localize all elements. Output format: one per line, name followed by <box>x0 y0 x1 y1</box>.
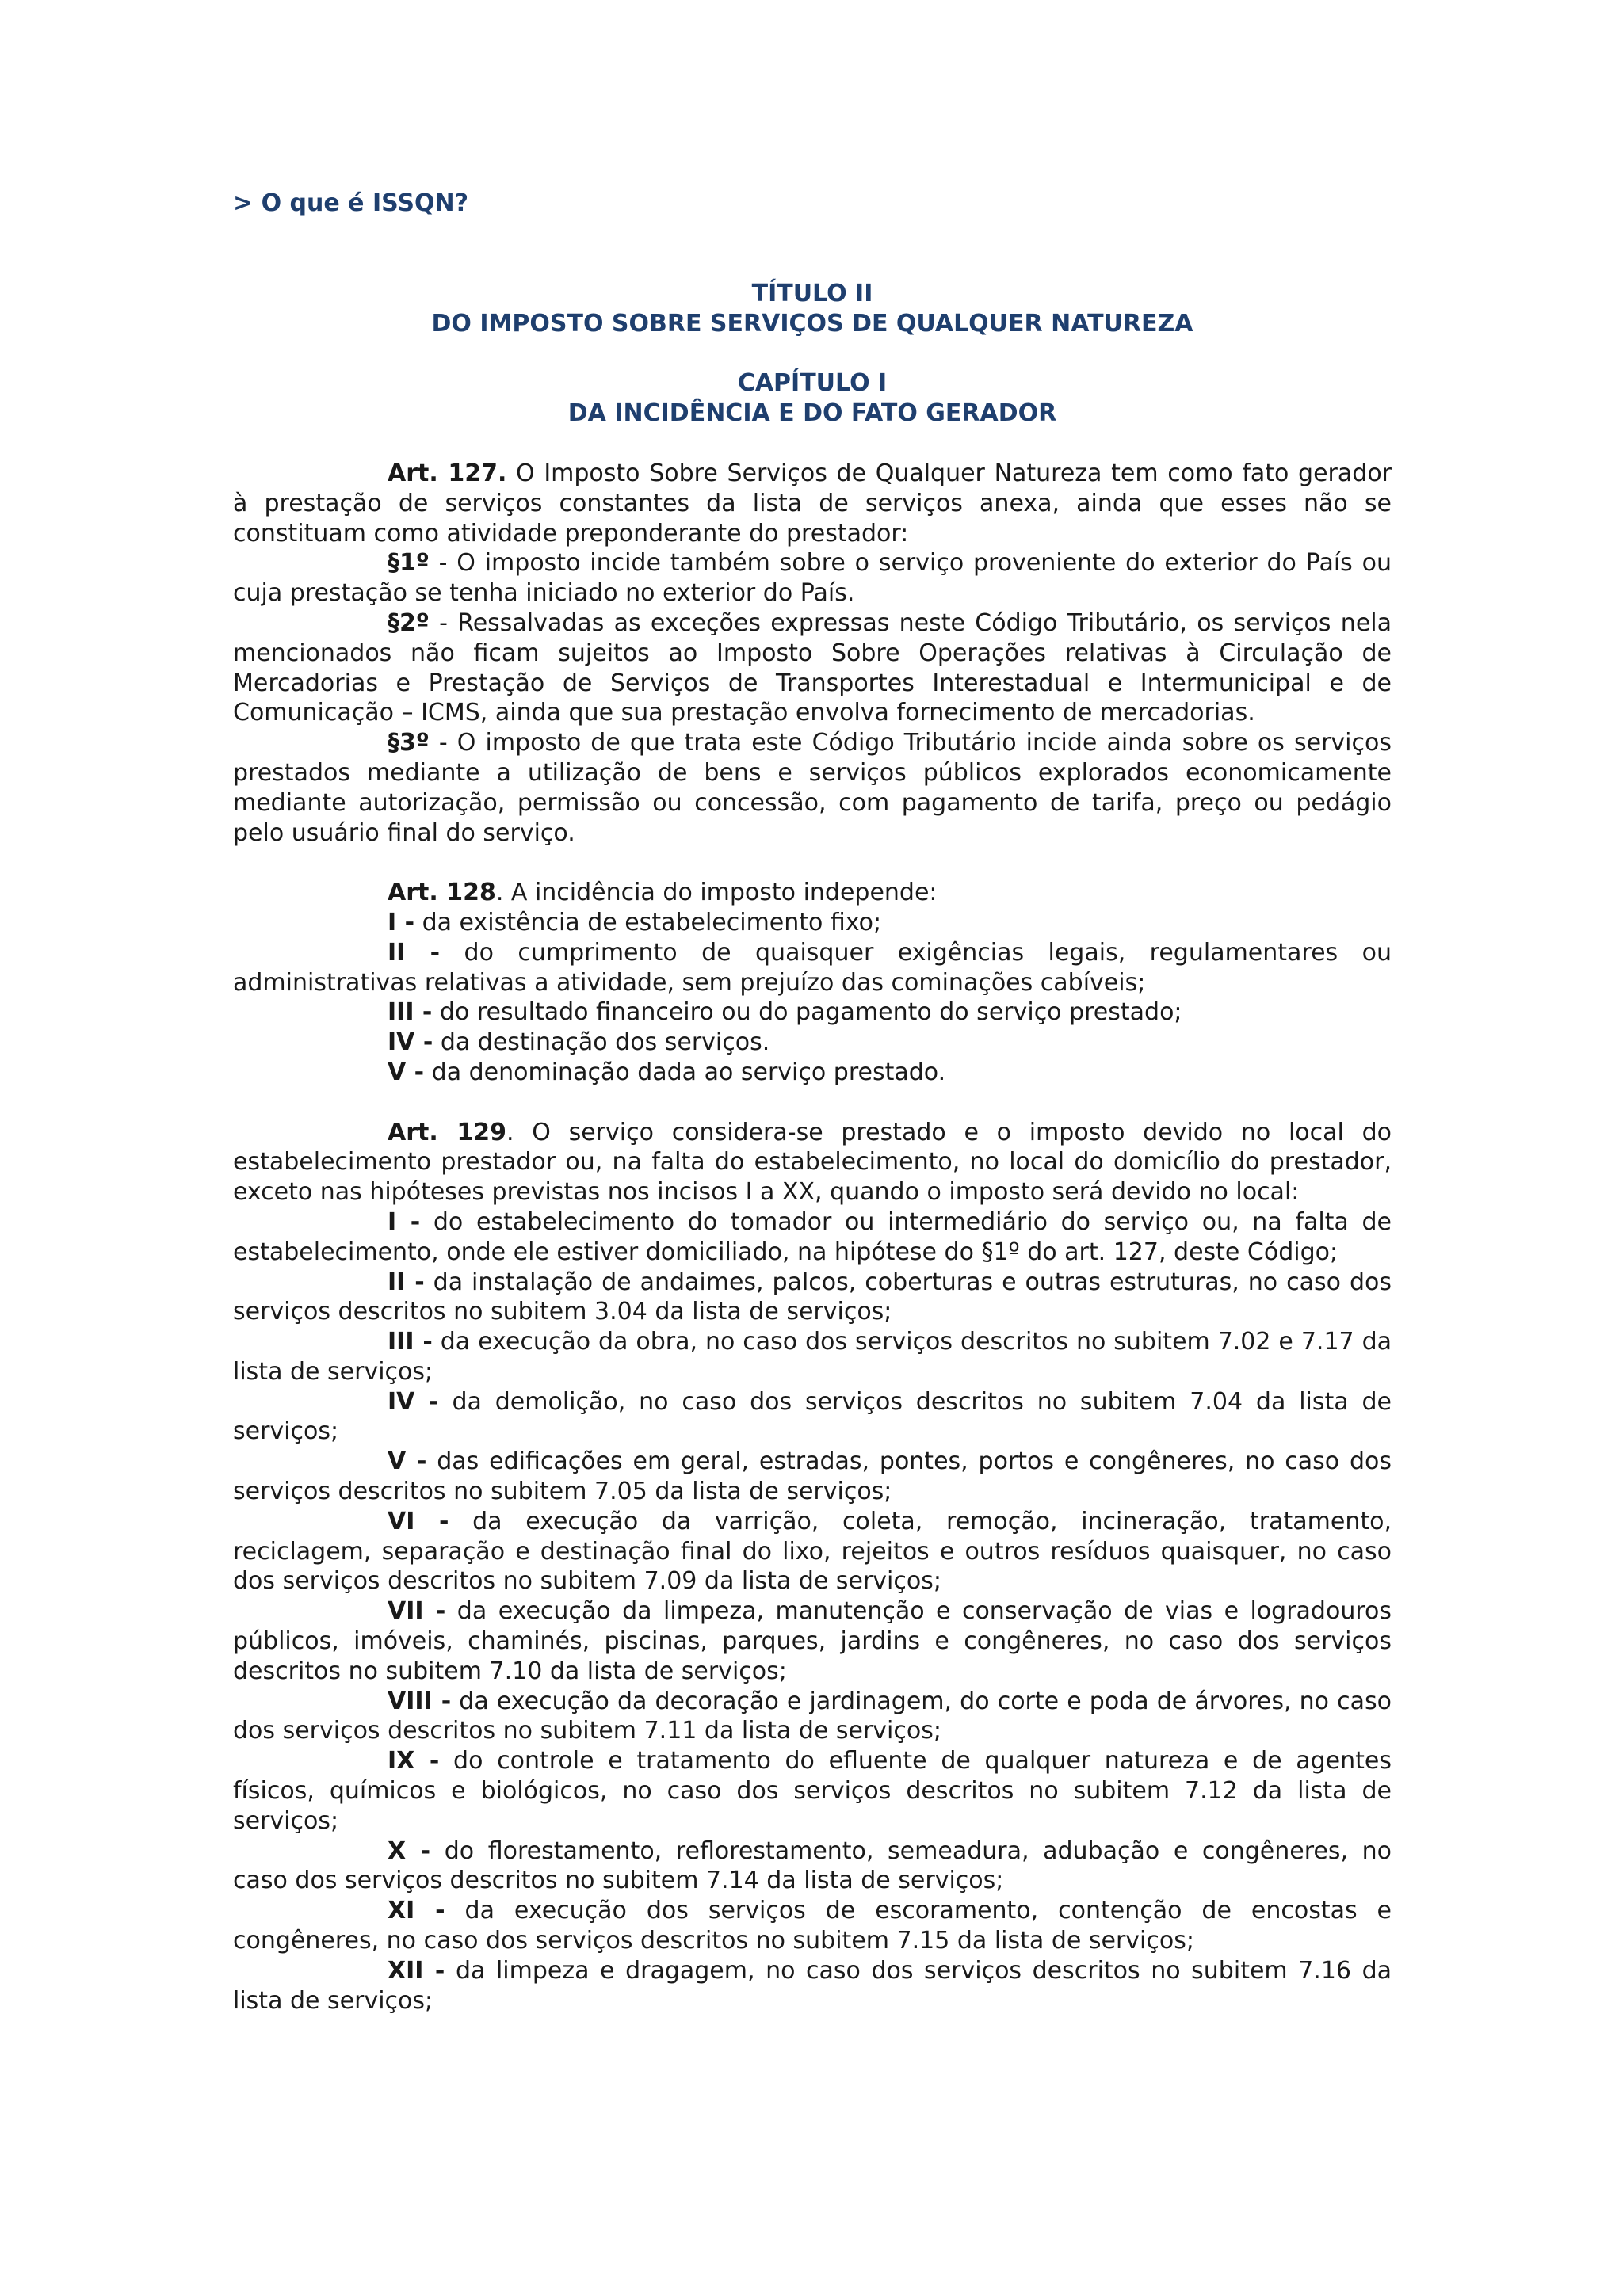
issqn-link[interactable]: > O que é ISSQN? <box>233 189 468 217</box>
inciso-label: V - <box>388 1447 427 1476</box>
inciso-label: VIII - <box>388 1687 452 1715</box>
inciso-label: VII - <box>388 1597 446 1626</box>
art128-inciso-4 <box>233 1028 1392 1058</box>
art127-text: O Imposto Sobre Serviços de Qualquer Natureza tem como fato gerador à prestação de serviços constantes da lista de serviços anexa, ainda que esses não se constituam como atividade preponderante do prestador: <box>233 459 1392 547</box>
art129-inciso-7 <box>233 1596 1392 1686</box>
inciso-text: da instalação de andaimes, palcos, coberturas e outras estruturas, no caso dos serviços descritos no subitem 3.04 da lista de serviços; <box>233 1268 1392 1326</box>
inciso-text: da execução dos serviços de escoramento, contenção de encostas e congêneres, no caso dos serviços descritos no subitem 7.15 da lista de serviços; <box>233 1897 1392 1955</box>
inciso-label: III - <box>388 998 433 1027</box>
art128-inciso-5 <box>233 1058 1392 1088</box>
inciso-text: do florestamento, reflorestamento, semeadura, adubação e congêneres, no caso dos serviços descritos no subitem 7.14 da lista de serviços; <box>233 1836 1392 1895</box>
art128-inciso-1 <box>233 908 1392 938</box>
art128-text: . A incidência do imposto independe: <box>495 879 938 907</box>
inciso-text: do resultado financeiro ou do pagamento do serviço prestado; <box>432 998 1182 1027</box>
inciso-text: do controle e tratamento do efluente de qualquer natureza e de agentes físicos, químicos e biológicos, no caso dos serviços descritos no subitem 7.12 da lista de serviços; <box>233 1747 1392 1835</box>
paragraph-text: - O imposto incide também sobre o serviço proveniente do exterior do País ou cuja prestação se tenha iniciado no exterior do País. <box>233 549 1392 608</box>
art129-inciso-2 <box>233 1268 1392 1328</box>
capitulo-line1: CAPÍTULO I <box>737 369 888 398</box>
art129-inciso-6 <box>233 1507 1392 1596</box>
art129-inciso-12 <box>233 1956 1392 2016</box>
inciso-text: das edificações em geral, estradas, pontes, portos e congêneres, no caso dos serviços descritos no subitem 7.05 da lista de serviços; <box>233 1447 1392 1506</box>
paragraph-label: §1º <box>388 549 430 578</box>
titulo-line1: TÍTULO II <box>751 279 873 307</box>
art128-inciso-3 <box>233 997 1392 1028</box>
art129-inciso-10 <box>233 1836 1392 1897</box>
art129-inciso-11 <box>233 1896 1392 1956</box>
inciso-label: II - <box>388 1268 425 1296</box>
spacer <box>233 1088 1392 1118</box>
inciso-label: I - <box>388 908 415 936</box>
article-128 <box>233 878 1392 1088</box>
inciso-label: V - <box>388 1058 425 1086</box>
inciso-text: do estabelecimento do tomador ou intermediário do serviço ou, na falta de estabelecimento, onde ele estiver domiciliado, na hipótese do §1º do art. 127, deste Código; <box>233 1207 1392 1266</box>
paragraph-label: §2º <box>388 608 430 637</box>
inciso-label: IV - <box>388 1028 433 1057</box>
inciso-text: da destinação dos serviços. <box>433 1028 770 1057</box>
capitulo-heading <box>233 368 1392 429</box>
art127-paragraph-2 <box>233 608 1392 728</box>
inciso-label: IV - <box>388 1387 439 1416</box>
art129-text: . O serviço considera-se prestado e o imposto devido no local do estabelecimento prestador ou, na falta do estabelecimento, no local do domicílio do prestador, exceto nas hipóteses previstas nos incisos I a XX, quando o imposto será devido no local: <box>233 1118 1392 1207</box>
art128-label: Art. 128 <box>388 879 496 907</box>
titulo-line2: DO IMPOSTO SOBRE SERVIÇOS DE QUALQUER NATUREZA <box>431 309 1193 338</box>
art129-caput <box>233 1118 1392 1207</box>
art129-inciso-1 <box>233 1207 1392 1268</box>
document-page <box>233 189 1392 2016</box>
art128-caput <box>233 878 1392 908</box>
inciso-label: XII - <box>388 1956 445 1985</box>
inciso-label: VI - <box>388 1507 449 1535</box>
inciso-text: da existência de estabelecimento fixo; <box>414 908 882 936</box>
spacer <box>233 848 1392 878</box>
titulo-heading <box>233 279 1392 339</box>
capitulo-line2: DA INCIDÊNCIA E DO FATO GERADOR <box>567 399 1057 428</box>
inciso-label: XI - <box>388 1897 445 1925</box>
paragraph-label: §3º <box>388 729 430 757</box>
art127-label: Art. 127. <box>388 459 507 487</box>
art127-caput <box>233 459 1392 548</box>
inciso-text: da execução da decoração e jardinagem, do corte e poda de árvores, no caso dos serviços descritos no subitem 7.11 da lista de serviços; <box>233 1687 1392 1745</box>
art127-paragraph-3 <box>233 728 1392 848</box>
inciso-text: da demolição, no caso dos serviços descritos no subitem 7.04 da lista de serviços; <box>233 1387 1392 1446</box>
art129-inciso-9 <box>233 1746 1392 1836</box>
inciso-label: II - <box>388 938 441 967</box>
article-127 <box>233 459 1392 848</box>
art129-label: Art. 129 <box>388 1118 507 1146</box>
inciso-text: da execução da varrição, coleta, remoção, incineração, tratamento, reciclagem, separação e destinação final do lixo, rejeitos e outros resíduos quaisquer, no caso dos serviços descritos no subitem 7.09 da lista de serviços; <box>233 1507 1392 1596</box>
art129-inciso-5 <box>233 1447 1392 1507</box>
art129-inciso-8 <box>233 1687 1392 1747</box>
inciso-label: IX - <box>388 1747 440 1775</box>
inciso-text: da execução da limpeza, manutenção e conservação de vias e logradouros públicos, imóveis, chaminés, piscinas, parques, jardins e congêneres, no caso dos serviços descritos no subitem 7.10 da lista de serviços; <box>233 1597 1392 1685</box>
inciso-text: da execução da obra, no caso dos serviços descritos no subitem 7.02 e 7.17 da lista de serviços; <box>233 1328 1392 1386</box>
inciso-label: X - <box>388 1836 431 1865</box>
inciso-label: I - <box>388 1207 421 1236</box>
art129-inciso-4 <box>233 1387 1392 1447</box>
inciso-text: da limpeza e dragagem, no caso dos serviços descritos no subitem 7.16 da lista de serviços; <box>233 1956 1392 2015</box>
inciso-text: do cumprimento de quaisquer exigências legais, regulamentares ou administrativas relativas a atividade, sem prejuízo das cominações cabíveis; <box>233 938 1392 997</box>
art129-inciso-3 <box>233 1327 1392 1387</box>
art127-paragraph-1 <box>233 548 1392 608</box>
art128-inciso-2 <box>233 938 1392 998</box>
article-129 <box>233 1118 1392 2016</box>
inciso-text: da denominação dada ao serviço prestado. <box>424 1058 946 1086</box>
paragraph-text: - O imposto de que trata este Código Tributário incide ainda sobre os serviços prestados mediante a utilização de bens e serviços públicos explorados economicamente mediante autorização, permissão ou concessão, com pagamento de tarifa, preço ou pedágio pelo usuário final do serviço. <box>233 729 1392 847</box>
paragraph-text: - Ressalvadas as exceções expressas neste Código Tributário, os serviços nela mencionados não ficam sujeitos ao Imposto Sobre Operações relativas à Circulação de Mercadorias e Prestação de Serviços de Transportes Interestadual e Intermunicipal e de Comunicação – ICMS, ainda que sua prestação envolva fornecimento de mercadorias. <box>233 608 1392 727</box>
inciso-label: III - <box>388 1328 433 1356</box>
